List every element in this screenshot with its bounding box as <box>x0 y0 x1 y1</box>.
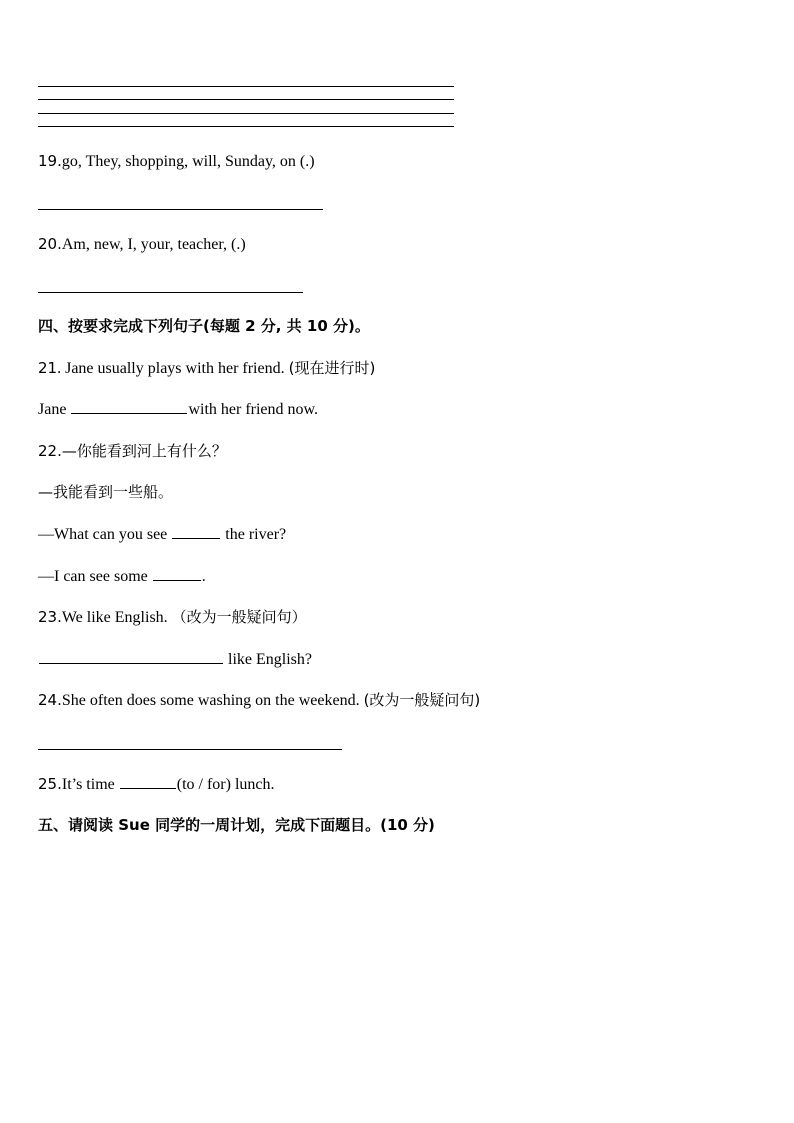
question-19 <box>38 151 315 172</box>
question-text: We like English. <box>61 609 172 626</box>
question-number: 22. <box>38 442 62 460</box>
question-text: She often does some washing on the weekend. <box>61 692 364 709</box>
question-hint: (改为一般疑问句) <box>363 691 481 709</box>
answer-line-19[interactable] <box>38 209 323 210</box>
question-20 <box>38 234 246 255</box>
question-23 <box>38 607 307 628</box>
answer-line-20[interactable] <box>38 292 303 293</box>
question-21 <box>38 358 375 379</box>
question-text: Am, new, I, your, teacher, (.) <box>61 236 246 253</box>
question-number: 19. <box>38 152 62 170</box>
question-text: . Jane usually plays with her friend. <box>57 360 289 377</box>
question-number: 20. <box>38 235 62 253</box>
answer-23: like English? <box>38 649 312 670</box>
answer-rule <box>38 113 454 114</box>
answer-line-24[interactable] <box>38 749 342 750</box>
question-22-reply: —我能看到一些船。 <box>38 483 174 501</box>
question-hint: （改为一般疑问句） <box>171 608 307 626</box>
question-prompt: —你能看到河上有什么？ <box>61 442 227 460</box>
blank-input[interactable] <box>120 774 176 789</box>
question-number: 21 <box>38 359 58 377</box>
answer-rule <box>38 126 454 127</box>
question-22-line-b: —I can see some . <box>38 568 206 585</box>
question-text: go, They, shopping, will, Sunday, on (.) <box>61 153 315 170</box>
section-title-5: 五、请阅读 Sue 同学的一周计划，完成下面题目。(10 分) <box>38 816 435 834</box>
question-number: 23. <box>38 608 62 626</box>
question-25: 25.It’s time (to / for) lunch. <box>38 775 275 793</box>
blank-input[interactable] <box>71 399 187 414</box>
answer-21: Jane with her friend now. <box>38 401 319 418</box>
question-22 <box>38 441 227 462</box>
answer-rule <box>38 86 454 87</box>
question-22-line-a: —What can you see the river? <box>38 526 287 543</box>
blank-input[interactable] <box>39 649 223 664</box>
blank-input[interactable] <box>153 566 201 581</box>
question-24 <box>38 690 480 711</box>
question-number: 24. <box>38 691 62 709</box>
section-title-4: 四、按要求完成下列句子(每题 2 分, 共 10 分)。 <box>38 317 370 335</box>
question-hint: (现在进行时) <box>288 359 376 377</box>
question-number: 25. <box>38 775 62 793</box>
answer-rule <box>38 99 454 100</box>
blank-input[interactable] <box>172 524 220 539</box>
